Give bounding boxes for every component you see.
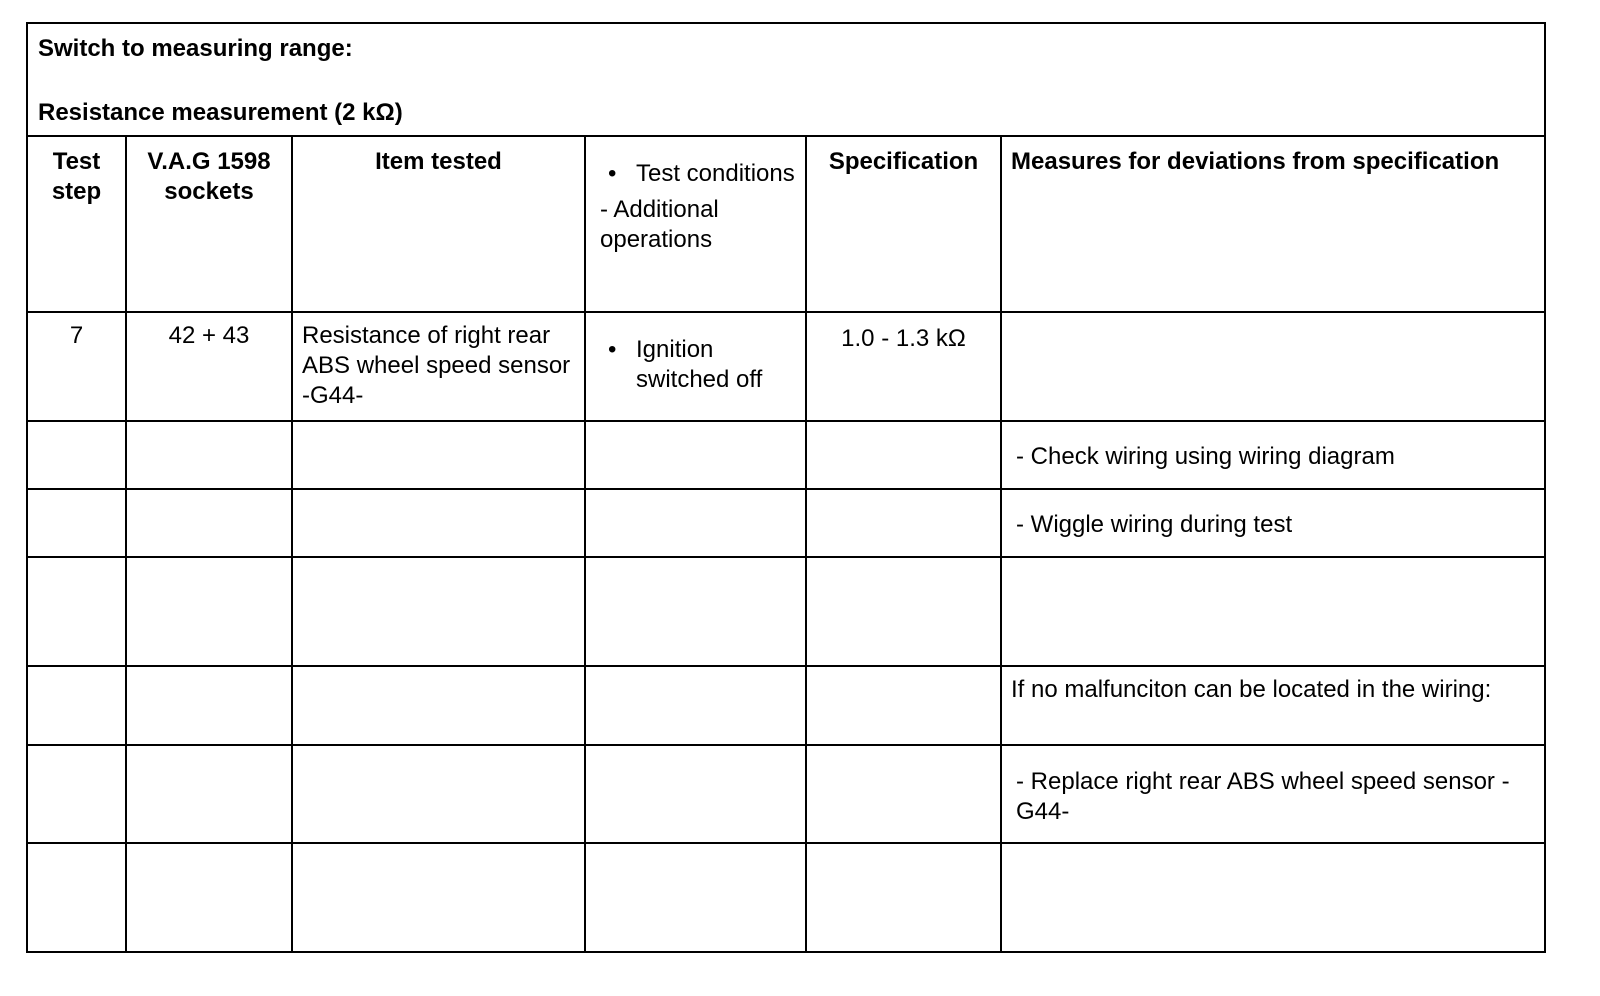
table-row [27,312,1545,421]
measuring-range-title: Switch to measuring range: [38,35,353,62]
check-wiring-text: - Check wiring using wiring diagram [1016,443,1395,470]
column-header-row [27,136,1545,312]
cell-measures [1001,666,1545,745]
condition-text: Ignition switched off [636,336,763,393]
cell-condition [585,312,806,421]
replace-sensor-text: - Replace right rear ABS wheel speed sensor -G44- [1016,768,1510,825]
additional-operations-label: - Additional operations [600,196,719,253]
resistance-measurement-title: Resistance measurement (2 kΩ) [38,99,403,126]
col-item-tested: Item tested [292,136,585,312]
bullet-icon: • [608,160,617,187]
table-row [27,421,1545,489]
table-row [27,745,1545,843]
col-conditions [585,136,806,312]
condition-bullet-item [590,335,796,395]
cell-specification: 1.0 - 1.3 kΩ [806,312,1001,421]
cell-measures [1001,489,1545,557]
measuring-range-header [27,23,1545,136]
col-specification: Specification [806,136,1001,312]
cell-measures [1001,745,1545,843]
cell-test-step: 7 [27,312,126,421]
table-row [27,666,1545,745]
conditions-label: Test conditions [636,160,795,187]
cell-sockets: 42 + 43 [126,312,292,421]
cell-item-tested: Resistance of right rear ABS wheel speed sensor -G44- [292,312,585,421]
table-row [27,843,1545,952]
cell-measures [1001,421,1545,489]
measuring-range-header-row [27,23,1545,136]
table-row [27,489,1545,557]
wiggle-wiring-text: - Wiggle wiring during test [1016,511,1293,538]
col-sockets: V.A.G 1598 sockets [126,136,292,312]
table-row [27,557,1545,666]
no-malfunction-text: If no malfunciton can be located in the wiring: [1011,676,1492,703]
test-step-table [26,22,1546,953]
col-test-step: Test step [27,136,126,312]
conditions-bullet-item [590,159,796,189]
bullet-icon: • [608,336,617,363]
col-measures: Measures for deviations from specification [1001,136,1545,312]
cell-measures [1001,312,1545,421]
